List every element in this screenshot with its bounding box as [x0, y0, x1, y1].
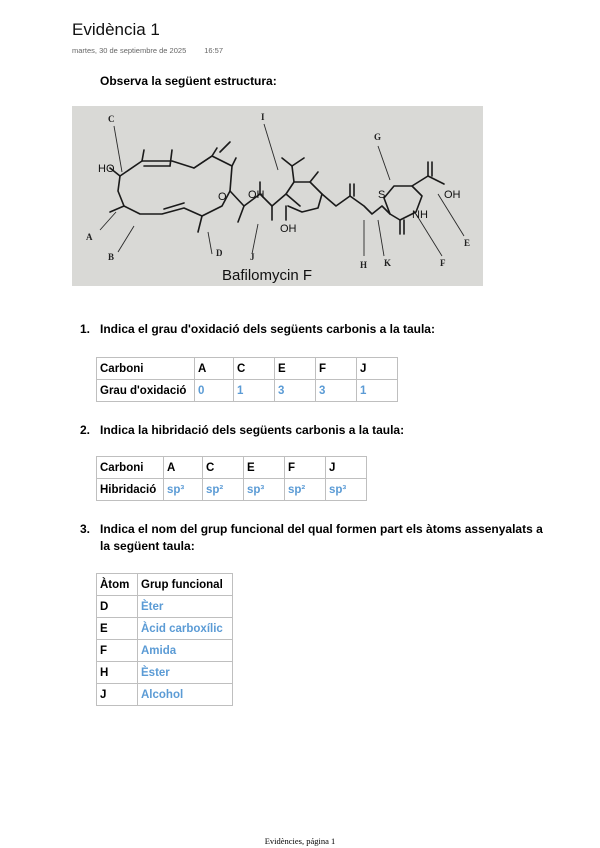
page-footer: Evidències, página 1 [264, 836, 336, 846]
page-date: martes, 30 de septiembre de 2025 [72, 46, 187, 55]
table-row [97, 662, 233, 684]
page-timestamp [72, 46, 223, 55]
table-cell: J [97, 684, 138, 706]
row-header: Carboni [97, 457, 164, 479]
table-cell: Èster [138, 662, 233, 684]
page-time: 16:57 [204, 46, 224, 55]
table-cell: 1 [357, 380, 398, 402]
atom-oh-label-3: OH [444, 189, 461, 201]
label-e: E [464, 238, 471, 248]
label-f: F [440, 258, 446, 268]
atom-oh-label-2: OH [280, 223, 297, 235]
column-header: A [195, 358, 234, 380]
atom-oh-label: OH [248, 189, 265, 201]
table-cell: sp² [203, 479, 244, 501]
atom-ho-label: HO [98, 163, 115, 175]
column-header: Grup funcional [138, 574, 233, 596]
hybridization-table [96, 456, 367, 501]
page-title: Evidència 1 [72, 20, 160, 39]
oxidation-table [96, 357, 398, 402]
structure-drawing [72, 106, 483, 286]
table-row [97, 574, 233, 596]
table-cell: H [97, 662, 138, 684]
table-row [97, 358, 398, 380]
question-1 [80, 321, 435, 338]
label-j: J [250, 252, 255, 262]
table-cell: 3 [316, 380, 357, 402]
table-cell: D [97, 596, 138, 618]
column-header: E [275, 358, 316, 380]
column-header: C [203, 457, 244, 479]
table-row [97, 684, 233, 706]
table-cell: 3 [275, 380, 316, 402]
column-header: E [244, 457, 285, 479]
table-cell: sp³ [244, 479, 285, 501]
label-a: A [86, 232, 93, 242]
column-header: Àtom [97, 574, 138, 596]
table-row [97, 596, 233, 618]
table-cell: sp³ [164, 479, 203, 501]
functional-group-table [96, 573, 233, 706]
table-cell: sp³ [326, 479, 367, 501]
table-cell: Alcohol [138, 684, 233, 706]
atom-s-label: S [378, 189, 386, 201]
intro-text: Observa la següent estructura: [100, 74, 277, 88]
column-header: A [164, 457, 203, 479]
atom-nh-label: NH [412, 209, 428, 221]
label-d: D [216, 248, 223, 258]
row-header: Grau d'oxidació [97, 380, 195, 402]
question-3-text-line2: la següent taula: [100, 539, 195, 553]
column-header: C [234, 358, 275, 380]
label-k: K [384, 258, 392, 268]
column-header: J [357, 358, 398, 380]
table-cell: F [97, 640, 138, 662]
label-g: G [374, 132, 382, 142]
question-3 [80, 521, 543, 555]
table-cell: Amida [138, 640, 233, 662]
question-1-number: 1. [80, 322, 91, 336]
table-cell: 1 [234, 380, 275, 402]
table-cell: Àcid carboxílic [138, 618, 233, 640]
question-3-text-line1: Indica el nom del grup funcional del qual formen part els àtoms assenyalats a [100, 522, 543, 536]
table-row [97, 380, 398, 402]
table-row [97, 640, 233, 662]
table-row [97, 618, 233, 640]
compound-name: Bafilomycin F [222, 267, 313, 284]
table-cell: 0 [195, 380, 234, 402]
row-header: Hibridació [97, 479, 164, 501]
question-2 [80, 422, 404, 439]
column-header: F [316, 358, 357, 380]
table-row [97, 457, 367, 479]
label-c: C [108, 114, 115, 124]
table-cell: Èter [138, 596, 233, 618]
atom-o-label: O [218, 191, 227, 203]
row-header: Carboni [97, 358, 195, 380]
column-header: F [285, 457, 326, 479]
question-2-number: 2. [80, 423, 91, 437]
label-i: I [261, 112, 265, 122]
question-3-number: 3. [80, 522, 91, 536]
question-1-text: Indica el grau d'oxidació dels següents carbonis a la taula: [100, 322, 435, 336]
question-2-text: Indica la hibridació dels següents carbonis a la taula: [100, 423, 405, 437]
column-header: J [326, 457, 367, 479]
label-h: H [360, 260, 368, 270]
table-row [97, 479, 367, 501]
label-b: B [108, 252, 115, 262]
bafilomycin-structure-image [72, 106, 483, 286]
table-cell: sp² [285, 479, 326, 501]
table-cell: E [97, 618, 138, 640]
